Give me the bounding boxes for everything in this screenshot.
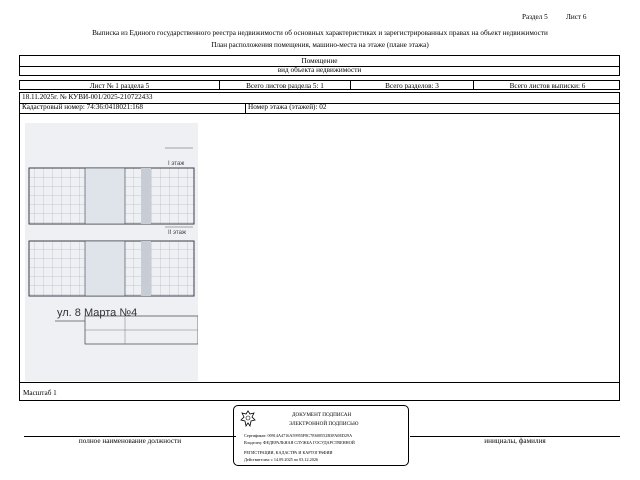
floor-number: Номер этажа (этажей): 02 — [248, 103, 327, 111]
document-title: Выписка из Единого государственного реестра недвижимости об основных характеристиках и зарегистрированных правах на объект недвижимости — [92, 29, 548, 37]
sheet-count-row — [19, 80, 620, 90]
plan-label-floor1: I этаж — [168, 161, 185, 167]
plan-street-label: ул. 8 Марта №4 — [57, 307, 138, 319]
object-type-caption: вид объекта недвижимости — [277, 66, 362, 74]
emblem-icon — [240, 410, 256, 428]
document-subtitle: План расположения помещения, машино-места на этаже (плане этажа) — [211, 41, 429, 49]
total-sheets-section: Всего листов раздела 5: 1 — [220, 81, 351, 89]
stamp-line2: ЭЛЕКТРОННОЙ ПОДПИСЬЮ — [289, 421, 359, 427]
total-sections: Всего разделов: 3 — [351, 81, 474, 89]
stamp-owner1: Владелец: ФЕДЕРАЛЬНАЯ СЛУЖБА ГОСУДАРСТВЕННОЙ — [244, 440, 355, 445]
document-number: 18.11.2025г. № КУВИ-001/2025-210722433 — [22, 93, 153, 101]
plan-label-floor2: II этаж — [168, 230, 186, 236]
stamp-line1: ДОКУМЕНТ ПОДПИСАН — [292, 412, 352, 418]
electronic-signature-stamp — [233, 405, 409, 466]
stamp-owner2: РЕГИСТРАЦИИ, КАДАСТРА И КАРТОГРАФИИ — [244, 450, 333, 455]
stamp-valid: Действителен: с 14.09.2025 по 03.12.2026 — [244, 457, 319, 462]
sheet-of-section: Лист № 1 раздела 5 — [20, 81, 220, 89]
object-type-value: Помещение — [301, 57, 338, 65]
scale-label: Масштаб 1 — [23, 389, 57, 397]
stamp-certificate: Сертификат: 00914A4716A59955F8C7E600552B3FA0ED29A — [244, 433, 353, 438]
position-caption: полное наименование должности — [78, 437, 182, 445]
initials-caption: инициалы, фамилия — [484, 437, 546, 445]
cadastral-number: Кадастровый номер: 74:36:0418021:168 — [22, 103, 143, 111]
sheet-label: Лист 6 — [566, 13, 587, 21]
object-type-box — [19, 55, 620, 76]
total-sheets-extract: Всего листов выписки: 6 — [509, 82, 586, 90]
floor-plan-scan — [25, 123, 198, 381]
section-label: Раздел 5 — [522, 13, 548, 21]
